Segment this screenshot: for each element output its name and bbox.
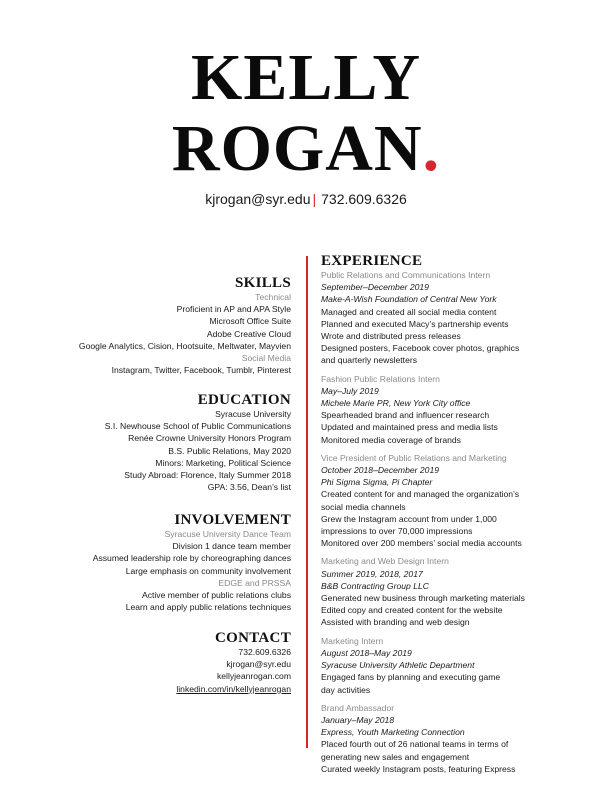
skill-item: Google Analytics, Cision, Hootsuite, Meltwater, Mayvien	[78, 340, 291, 351]
job-line: Generated new business through marketing materials	[321, 593, 525, 604]
education-section	[31, 392, 291, 493]
job-line: Updated and maintained press and media lists	[321, 422, 498, 433]
job-org: Make-A-Wish Foundation of Central New York	[321, 294, 497, 305]
job-line: Spearheaded brand and influencer research	[321, 410, 490, 421]
involvement-item: Active member of public relations clubs	[141, 590, 291, 601]
involvement-title: INVOLVEMENT	[174, 512, 291, 528]
skill-item: Adobe Creative Cloud	[206, 328, 291, 339]
job-line: Placed fourth out of 26 national teams in terms of	[321, 739, 509, 750]
job-role: Marketing and Web Design Intern	[321, 556, 449, 567]
education-item: Study Abroad: Florence, Italy Summer 2018	[124, 470, 291, 481]
job-line: Planned and executed Macy’s partnership events	[321, 318, 509, 329]
job-role: Vice President of Public Relations and Marketing	[321, 452, 507, 463]
contact-email[interactable]: kjrogan@syr.edu	[226, 659, 291, 670]
contact-website[interactable]: kellyjeanrogan.com	[216, 671, 291, 682]
job-org: Syracuse University Athletic Department	[321, 660, 475, 671]
job-line: Edited copy and created content for the website	[321, 605, 503, 616]
column-divider	[306, 256, 308, 748]
education-item: Renée Crowne University Honors Program	[128, 433, 291, 444]
education-title: EDUCATION	[197, 392, 291, 408]
job-entry	[321, 269, 561, 367]
involvement-section	[31, 512, 291, 613]
skills-group-label: Social Media	[241, 353, 291, 364]
header-email[interactable]: kjrogan@syr.edu	[205, 191, 311, 207]
job-role: Brand Ambassador	[321, 702, 395, 713]
job-line: Created content for and managed the organization’s	[321, 489, 520, 500]
job-line: Monitored media coverage of brands	[321, 434, 461, 445]
education-item: Minors: Marketing, Political Science	[155, 457, 291, 468]
experience-section	[321, 253, 561, 781]
job-dates: May–July 2019	[321, 385, 379, 396]
contact-section	[31, 630, 291, 695]
name-last	[0, 111, 612, 187]
job-entry	[321, 555, 561, 628]
job-line: day activities	[321, 684, 371, 695]
job-role: Public Relations and Communications Intern	[321, 270, 491, 280]
job-line: Designed posters, Facebook cover photos, graphics	[321, 343, 520, 354]
job-line: Managed and created all social media content	[321, 306, 497, 317]
job-line: Assisted with branding and web design	[321, 617, 470, 628]
skills-section	[31, 275, 291, 376]
contact-linkedin-link[interactable]: linkedin.com/in/kellyjeanrogan	[176, 683, 291, 694]
job-org: B&B Contracting Group LLC	[321, 580, 429, 591]
job-line: generating new sales and engagement	[321, 751, 470, 762]
skill-item: Instagram, Twitter, Facebook, Tumblr, Pinterest	[111, 365, 291, 376]
job-role: Fashion Public Relations Intern	[321, 373, 440, 384]
job-entry	[321, 452, 561, 550]
name-first: KELLY	[190, 41, 421, 114]
name-last-text: ROGAN	[171, 112, 423, 185]
involvement-item: Division 1 dance team member	[172, 541, 291, 552]
contact-title: CONTACT	[215, 630, 291, 646]
job-line: Grew the Instagram account from under 1,000	[321, 513, 497, 524]
job-role: Marketing Intern	[321, 635, 384, 646]
job-line: Monitored over 200 members’ social media accounts	[321, 538, 522, 549]
job-org: Phi Sigma Sigma, Pi Chapter	[321, 477, 433, 488]
job-line: and quarterly newsletters	[321, 355, 418, 366]
job-org: Express, Youth Marketing Connection	[321, 727, 465, 738]
job-dates: January–May 2018	[321, 714, 395, 725]
education-item: S.I. Newhouse School of Public Communications	[104, 421, 291, 432]
skills-title: SKILLS	[235, 275, 291, 291]
job-line: Wrote and distributed press releases	[321, 331, 461, 342]
involvement-group-label: Syracuse University Dance Team	[164, 529, 291, 539]
job-line: Engaged fans by planning and executing game	[321, 672, 501, 683]
job-dates: August 2018–May 2019	[321, 647, 412, 658]
skill-item: Proficient in AP and APA Style	[176, 304, 291, 315]
experience-title: EXPERIENCE	[321, 253, 423, 269]
contact-phone[interactable]: 732.609.6326	[238, 647, 291, 657]
job-line: impressions to over 70,000 impressions	[321, 526, 473, 537]
education-item: Syracuse University	[215, 409, 291, 419]
skill-item: Microsoft Office Suite	[209, 316, 291, 327]
skills-group-label: Technical	[255, 292, 291, 302]
job-line: social media channels	[321, 501, 406, 512]
involvement-item: Assumed leadership role by choreographing dances	[92, 553, 291, 564]
header-contact	[0, 190, 612, 208]
header-phone[interactable]: 732.609.6326	[321, 191, 407, 207]
job-entry	[321, 702, 561, 775]
involvement-item: Learn and apply public relations techniques	[125, 602, 291, 613]
accent-dot: .	[422, 112, 441, 185]
job-line: Curated weekly Instagram posts, featuring Express	[321, 763, 516, 774]
involvement-group-label: EDGE and PRSSA	[218, 577, 291, 588]
education-item: GPA: 3.56, Dean’s list	[207, 482, 291, 493]
education-item: B.S. Public Relations, May 2020	[168, 445, 291, 456]
job-entry	[321, 635, 561, 696]
job-dates: September–December 2019	[321, 282, 429, 293]
job-entry	[321, 373, 561, 446]
involvement-item: Large emphasis on community involvement	[125, 565, 291, 576]
separator: |	[312, 191, 317, 207]
job-dates: Summer 2019, 2018, 2017	[321, 568, 423, 579]
job-org: Michele Marie PR, New York City office	[321, 398, 471, 409]
job-dates: October 2018–December 2019	[321, 465, 440, 476]
